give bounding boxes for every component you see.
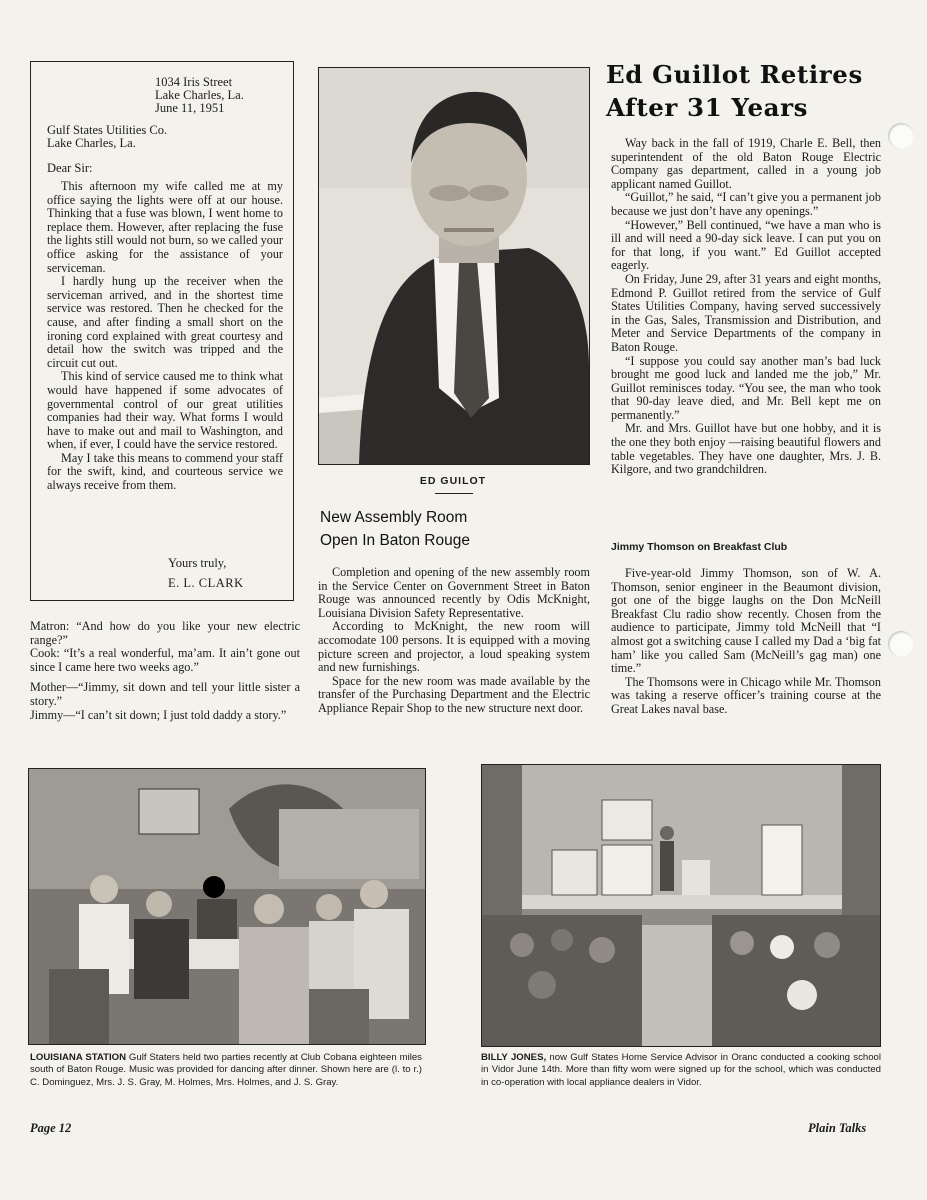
school-caption: BILLY JONES, now Gulf States Home Service Advisor in Oranc conducted a cooking school in Vidor June 14th. More than fifty wom were signed up for the school, which was conducted in co-operation with local appliance dealers in Vidor. (481, 1052, 882, 1088)
retires-paragraph: “I suppose you could say another man’s bad luck brought me good luck and landed me the job,” Mr. Guillot reminisces today. “You see, the man who took that 90-day leave died, and Mr. Bell kept me on permanently.” (611, 353, 881, 422)
jimmy-article-body (611, 567, 881, 717)
ed-guilot-photo (318, 67, 590, 465)
jimmy-paragraph: The Thomsons were in Chicago while Mr. Thomson was taking a reserve officer’s training course at the Great Lakes naval base. (611, 674, 881, 716)
school-image (482, 765, 880, 1046)
club-image (29, 769, 425, 1044)
letter-box (30, 61, 294, 601)
letter-recipient: Gulf States Utilities Co. Lake Charles, La. (47, 123, 168, 150)
portrait-caption: ED GUILOT (419, 475, 487, 487)
club-caption: LOUISIANA STATION Gulf Staters held two parties recently at Club Cobana eighteen miles south of Baton Rouge. Music was provided for dancing after dinner. Shown here are (l. to r.) C. Dominguez, Mrs. J. S. Gray, M. Holmes, Mrs. Holmes, and J. S. Gray. (30, 1052, 422, 1088)
jimmy-headline: Jimmy Thomson on Breakfast Club (611, 541, 788, 553)
assembly-paragraph: Completion and opening of the new assembly room in the Service Center on Government Street in Baton Rouge was announced recently by Odis McKnight, Louisiana Division Safety Representative. (318, 565, 590, 620)
jokes-column (30, 620, 300, 722)
jimmy-paragraph: Five-year-old Jimmy Thomson, son of W. A. Thomson, senior engineer in the Beaumont division, got one of the bigge laughs on the Don McNeill Breakfast Clu radio show recently. Chosen from the audience to participate, Jimmy told McNeill that “I almost got a switching cause I called my Dad a ‘big fat ham’ like you called Sam (McNeill’s gag man) one time.” (611, 566, 881, 676)
retires-article-body (611, 137, 881, 477)
cooking-school-photo (481, 764, 881, 1047)
letter-salutation: Dear Sir: (47, 161, 93, 175)
assembly-article-body (318, 566, 590, 716)
binder-hole (888, 123, 914, 149)
joke-line: Jimmy—“I can’t sit down; I just told daddy a story.” (30, 707, 287, 722)
assembly-headline: New Assembly Room Open In Baton Rouge (320, 509, 470, 549)
letter-paragraph: I hardly hung up the receiver when the serviceman arrived, and in the shortest time service was restored. Then he checked for the cause, and after finding a small short on the ironing cord explained with great courtesy and detail how the switch was tripped and the circuit cut out. (47, 274, 283, 370)
joke-line: Matron: “And how do you like your new electric range?” (30, 619, 300, 647)
club-cobana-photo (28, 768, 426, 1045)
retires-headline: Ed Guillot Retires After 31 Years (606, 60, 863, 122)
portrait-image (319, 68, 589, 464)
retires-paragraph: On Friday, June 29, after 31 years and eight months, Edmond P. Guillot retired from the service of Gulf States Utilities Company, having served successively in the Gas, Sales, Transmission and Distribution, and Meter and Service Departments of the company in Baton Rouge. (611, 271, 881, 354)
letter-address: 1034 Iris Street Lake Charles, La. June 11, 1951 (155, 75, 244, 115)
caption-divider (435, 493, 473, 494)
letter-paragraph: This afternoon my wife called me at my office saying the lights were off at our house. Thinking that a fuse was blown, I went home to replace them. However, after replacing the fuse the lights still would not burn, so we called your office asking for the assistance of your serviceman. (47, 179, 283, 275)
retires-paragraph: Way back in the fall of 1919, Charle E. Bell, then superintendent of the old Baton Rouge Electric Company gas department, called in a young job applicant named Guillot. (611, 136, 881, 191)
letter-body (47, 180, 283, 493)
letter-paragraph: This kind of service caused me to think what would have happened if some advocates of governmental control of our great utilities companies had their way. What forms I would have to make out and mail to Washington, and when, if ever, I could have the service restored. (47, 369, 283, 452)
page-number: Page 12 (30, 1121, 72, 1135)
joke-line: Cook: “It’s a real wonderful, ma’am. It ain’t gone out since I came here two weeks ago.” (30, 646, 300, 674)
letter-paragraph: May I take this means to commend your staff for the swift, kind, and courteous service we always receive from them. (47, 450, 283, 493)
retires-paragraph: Mr. and Mrs. Guillot have but one hobby, and it is the one they both enjoy —raising beautiful flowers and table vegetables. They have one daughter, Mrs. J. B. Kilgore, and two grandchildren. (611, 421, 881, 477)
publication-name: Plain Talks (808, 1121, 867, 1135)
retires-paragraph: “Guillot,” he said, “I can’t give you a permanent job because we just don’t have any openings.” (611, 190, 881, 218)
assembly-paragraph: Space for the new room was made available by the transfer of the Purchasing Department and the Electric Appliance Repair Shop to the new structure next door. (318, 673, 590, 715)
assembly-paragraph: According to McKnight, the new room will accomodate 100 persons. It is equipped with a moving picture screen and projector, a loud speaking system and new furnishings. (318, 619, 590, 675)
retires-paragraph: “However,” Bell continued, “we have a man who is ill and will need a 90-day sick leave. I can put you on for that long, if you want.” Ed Guillot accepted eagerly. (611, 217, 881, 273)
letter-signature: E. L. CLARK (168, 576, 244, 590)
binder-hole (888, 631, 914, 657)
letter-closing: Yours truly, (168, 556, 227, 570)
joke-line: Mother—“Jimmy, sit down and tell your little sister a story.” (30, 680, 300, 708)
